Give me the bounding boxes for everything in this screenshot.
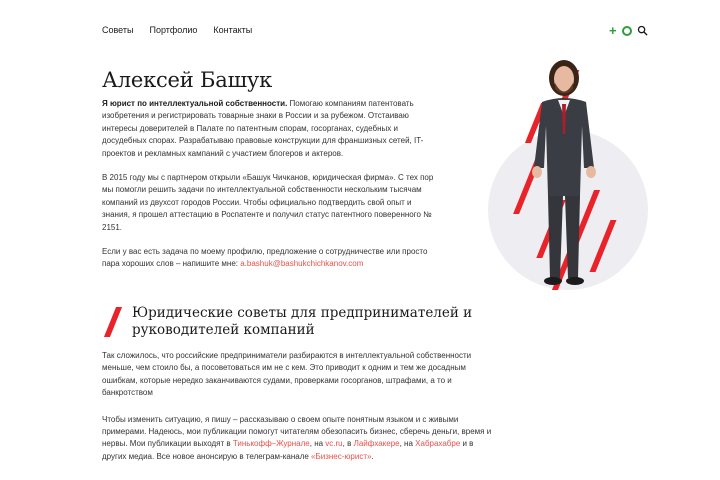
advice-text: и в других медиа. Все новое анонсирую в телеграм-канале: [102, 439, 474, 461]
header-tools: [609, 24, 648, 37]
intro-bold: Я юрист по интеллектуальной собственности.: [102, 99, 288, 108]
portrait-photo: [520, 56, 606, 288]
link-tinkoff[interactable]: Тинькофф–Журнале: [232, 439, 310, 449]
intro-p3-text: Если у вас есть задача по моему профилю, предложение о сотрудничестве или просто пара хороших слов – напишите мне:: [102, 247, 428, 269]
advice-text: , на: [399, 439, 416, 449]
circle-icon[interactable]: [622, 26, 632, 36]
advice-paragraph-1: Так сложилось, что российские предприниматели разбираются в интеллектуальной собственности меньше, чем стоило бы, а посоветоваться им не с кем. Это приводит к одним и тем же досадным ошибкам, которые нередко заканчиваются судами, проверками госорганов, штрафами, а то и банкротством: [102, 351, 472, 398]
advice-text: Чтобы изменить ситуацию, я пишу – рассказываю о своем опыте понятным языком и с живыми примерами. Надеюсь, мои публикации помогут читателям обезопасить бизнес, сберечь деньги, время и нервы. Мои публикации выходят в: [102, 414, 492, 449]
advice-text: .: [371, 451, 374, 461]
intro-p1-text: Помогаю компаниям патентовать изобретения и регистрировать товарные знаки в России и за рубежом. Отстаиваю интересы доверителей в Палате по патентным спорам, госорганах, судебных и досудебных спорах. Разрабатываю правовые конструкции для франшизных сетей, IT-проектов и рекламных кампаний с участием блогеров и актеров.: [102, 99, 424, 158]
advice-text: , в: [342, 439, 354, 449]
section-header: [102, 305, 502, 339]
email-link[interactable]: a.bashuk@bashukchichkanov.com: [240, 259, 364, 269]
advice-text: , на: [309, 439, 326, 449]
nav-portfolio[interactable]: Портфолио: [149, 25, 198, 35]
link-telegram[interactable]: «Бизнес-юрист»: [311, 451, 372, 461]
link-habr[interactable]: Хабрахабре: [415, 439, 461, 449]
intro-paragraph-1: [102, 98, 434, 160]
advice-paragraph-2: [102, 414, 494, 464]
main-nav: [102, 25, 252, 35]
section-title: Юридические советы для предпринимателей и руководителей компаний: [132, 305, 473, 338]
advice-section: [102, 350, 494, 475]
section-slash-icon: [104, 307, 122, 337]
intro-paragraph-2: В 2015 году мы с партнером открыли «Башук Чичканов, юридическая фирма». С тех пор мы помогли решить задачи по интеллектуальной собственности нескольким тысячам компаний из двухсот городов России. Чтобы официально подтвердить свой опыт и знания, я прошел аттестацию в Роспатенте и получил статус патентного поверенного № 2151.: [102, 173, 434, 232]
nav-contacts[interactable]: Контакты: [213, 25, 253, 35]
nav-sovety[interactable]: Советы: [102, 25, 134, 35]
intro-section: [102, 68, 434, 283]
search-icon[interactable]: [637, 25, 648, 36]
link-vc[interactable]: vc.ru: [325, 439, 343, 449]
page-title: Алексей Башук: [102, 68, 273, 92]
link-lifehacker[interactable]: Лайфхакере: [353, 439, 400, 449]
plus-icon[interactable]: +: [609, 23, 617, 38]
intro-paragraph-3: [102, 246, 434, 271]
